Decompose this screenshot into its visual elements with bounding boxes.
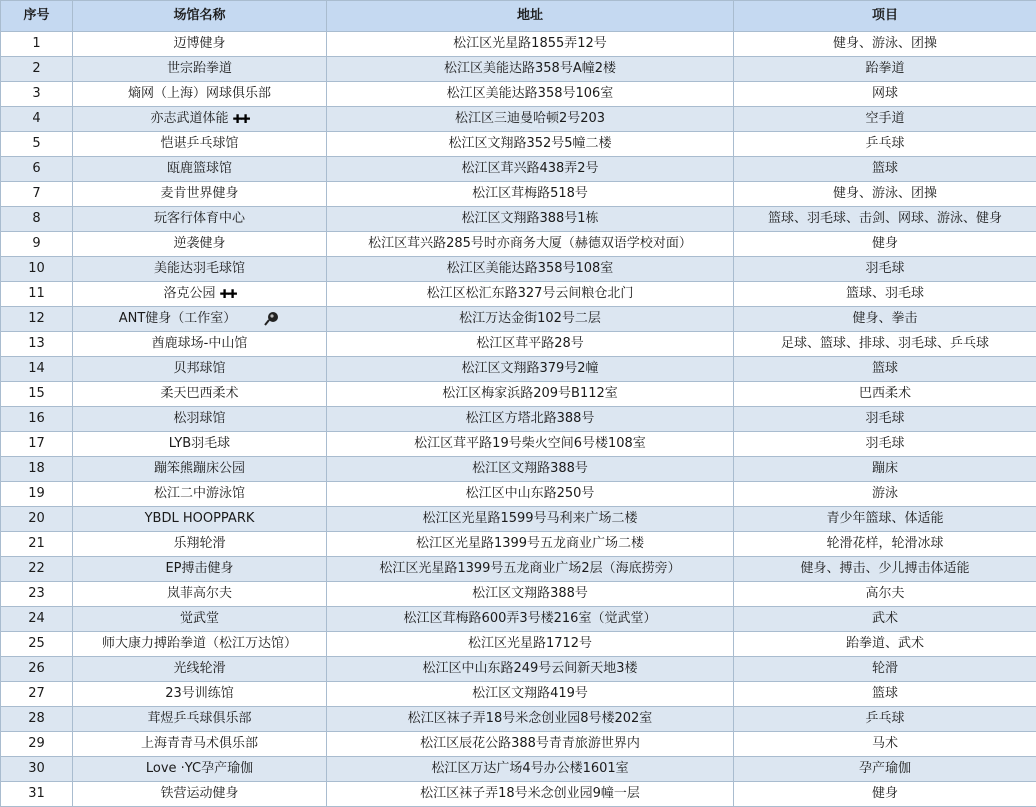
cell-name (73, 657, 327, 682)
venue-name: 乐翔轮滑 (173, 532, 225, 556)
venue-name: 光线轮滑 (173, 657, 225, 681)
cell-name (73, 432, 327, 457)
venue-name: 贝邦球馆 (173, 357, 225, 381)
cell-name (73, 82, 327, 107)
cell-name (73, 532, 327, 557)
cell-project: 巴西柔术 (734, 382, 1036, 407)
venue-name-wrap (165, 682, 234, 706)
venue-name-wrap (160, 132, 238, 156)
venue-name-wrap (173, 32, 225, 56)
venue-name: 柔天巴西柔术 (160, 382, 238, 406)
venue-name-wrap (173, 407, 225, 431)
cell-address: 松江区中山东路250号 (327, 482, 734, 507)
cell-address: 松江区文翔路352号5幢二楼 (327, 132, 734, 157)
cell-project: 乒乓球 (734, 707, 1036, 732)
cell-address: 松江区美能达路358号108室 (327, 257, 734, 282)
venue-name-wrap (160, 182, 238, 206)
cell-address: 松江区文翔路388号 (327, 582, 734, 607)
cell-address: 松江区三迪曼哈顿2号203 (327, 107, 734, 132)
venue-name: 师大康力搏跆拳道（松江万达馆） (102, 632, 297, 656)
venue-name-wrap (167, 582, 232, 606)
cell-name (73, 157, 327, 182)
cell-project: 篮球 (734, 682, 1036, 707)
cell-num: 27 (1, 682, 73, 707)
cell-num: 9 (1, 232, 73, 257)
venue-name: 23号训练馆 (165, 682, 234, 706)
cell-address: 松江区茸梅路600弄3号楼216室（觉武堂） (327, 607, 734, 632)
table-row (1, 382, 1036, 407)
venue-name-wrap (160, 782, 238, 806)
venue-name: 松江二中游泳馆 (154, 482, 245, 506)
cell-num: 26 (1, 657, 73, 682)
cell-address: 松江区茸平路28号 (327, 332, 734, 357)
cell-project: 轮滑花样，轮滑冰球 (734, 532, 1036, 557)
cell-name (73, 332, 327, 357)
venue-name: 亦志武道体能 (150, 107, 228, 131)
cell-name (73, 32, 327, 57)
table-row (1, 482, 1036, 507)
cell-name (73, 732, 327, 757)
cell-name (73, 307, 327, 332)
cell-address: 松江区方塔北路388号 (327, 407, 734, 432)
table-row (1, 407, 1036, 432)
cell-num: 2 (1, 57, 73, 82)
table-row (1, 532, 1036, 557)
cell-name (73, 57, 327, 82)
cell-name (73, 382, 327, 407)
cell-project: 蹦床 (734, 457, 1036, 482)
cell-project: 羽毛球 (734, 432, 1036, 457)
venue-name: 酋鹿球场-中山馆 (152, 332, 248, 356)
table-row (1, 282, 1036, 307)
venue-name-wrap (163, 282, 235, 306)
cell-num: 30 (1, 757, 73, 782)
venue-name-wrap (152, 332, 248, 356)
table-body (1, 32, 1036, 807)
table-row (1, 732, 1036, 757)
venue-name: 世宗跆拳道 (167, 57, 232, 81)
cell-address: 松江区中山东路249号云间新天地3楼 (327, 657, 734, 682)
venue-name-wrap (150, 107, 248, 131)
header-num: 序号 (1, 1, 73, 32)
cell-num: 17 (1, 432, 73, 457)
table-row (1, 332, 1036, 357)
venue-name: LYB羽毛球 (169, 432, 230, 456)
cell-address: 松江区美能达路358号106室 (327, 82, 734, 107)
cell-project: 篮球、羽毛球 (734, 282, 1036, 307)
cell-address: 松江区文翔路419号 (327, 682, 734, 707)
venue-name-wrap (173, 657, 225, 681)
cell-num: 21 (1, 532, 73, 557)
cell-num: 18 (1, 457, 73, 482)
cell-name (73, 232, 327, 257)
cell-project: 网球 (734, 82, 1036, 107)
cell-address: 松江区光星路1599号马利来广场二楼 (327, 507, 734, 532)
cell-num: 23 (1, 582, 73, 607)
venue-name: 觉武堂 (180, 607, 219, 631)
venue-name-wrap (154, 482, 245, 506)
cell-project: 篮球、羽毛球、击剑、网球、游泳、健身 (734, 207, 1036, 232)
cell-num: 4 (1, 107, 73, 132)
venue-name: EP搏击健身 (165, 557, 233, 581)
table-row (1, 182, 1036, 207)
cell-project: 跆拳道 (734, 57, 1036, 82)
cell-project: 健身、游泳、团操 (734, 32, 1036, 57)
cell-project: 空手道 (734, 107, 1036, 132)
venue-name: 松羽球馆 (173, 407, 225, 431)
cross-icon: ✚✚ (219, 288, 235, 300)
cell-project: 健身 (734, 232, 1036, 257)
cell-num: 13 (1, 332, 73, 357)
venue-name-wrap (154, 257, 245, 281)
cell-project: 健身、游泳、团操 (734, 182, 1036, 207)
cell-num: 5 (1, 132, 73, 157)
cell-num: 16 (1, 407, 73, 432)
table-row (1, 632, 1036, 657)
cell-name (73, 482, 327, 507)
cell-address: 松江区松汇东路327号云间粮仓北门 (327, 282, 734, 307)
table-row (1, 582, 1036, 607)
cell-address: 松江区袜子弄18号米念创业园9幢一层 (327, 782, 734, 807)
cell-name (73, 782, 327, 807)
cell-address: 松江区袜子弄18号米念创业园8号楼202室 (327, 707, 734, 732)
cell-name (73, 632, 327, 657)
cell-name (73, 682, 327, 707)
cell-num: 1 (1, 32, 73, 57)
venue-name-wrap (180, 607, 219, 631)
venue-name: YBDL HOOPPARK (145, 507, 255, 531)
venue-name: 瓯鹿篮球馆 (167, 157, 232, 181)
header-address: 地址 (327, 1, 734, 32)
pin-icon (262, 311, 280, 327)
venue-name-wrap (173, 232, 225, 256)
cell-address: 松江区光星路1399号五龙商业广场2层（海底捞旁） (327, 557, 734, 582)
cell-project: 篮球 (734, 157, 1036, 182)
cell-address: 松江区茸兴路438弄2号 (327, 157, 734, 182)
cell-project: 武术 (734, 607, 1036, 632)
table-row (1, 157, 1036, 182)
cell-name (73, 107, 327, 132)
venue-name-wrap (173, 532, 225, 556)
venue-name-wrap (160, 382, 238, 406)
venue-name: 逆袭健身 (173, 232, 225, 256)
table-row (1, 357, 1036, 382)
venue-name: 上海青青马术俱乐部 (141, 732, 258, 756)
venue-name: 洛克公园 (163, 282, 215, 306)
cell-project: 高尔夫 (734, 582, 1036, 607)
table-row (1, 507, 1036, 532)
table-row (1, 307, 1036, 332)
table-row (1, 257, 1036, 282)
cell-address: 松江区美能达路358号A幢2楼 (327, 57, 734, 82)
cell-project: 健身、搏击、少儿搏击体适能 (734, 557, 1036, 582)
cell-address: 松江区光星路1855弄12号 (327, 32, 734, 57)
venue-name: 蹦笨熊蹦床公园 (154, 457, 245, 481)
cell-name (73, 207, 327, 232)
venue-name: 迈博健身 (173, 32, 225, 56)
cell-address: 松江区茸兴路285号时亦商务大厦（赫德双语学校对面） (327, 232, 734, 257)
cell-num: 29 (1, 732, 73, 757)
venue-name-wrap (147, 707, 251, 731)
cell-project: 篮球 (734, 357, 1036, 382)
venue-name-wrap (119, 307, 281, 331)
cell-num: 31 (1, 782, 73, 807)
cell-num: 25 (1, 632, 73, 657)
cell-num: 14 (1, 357, 73, 382)
venue-name: 恺谌乒乓球馆 (160, 132, 238, 156)
cell-name (73, 282, 327, 307)
cell-num: 19 (1, 482, 73, 507)
table-row (1, 607, 1036, 632)
table-row (1, 707, 1036, 732)
table-row (1, 57, 1036, 82)
venue-name: Love ·YC孕产瑜伽 (146, 757, 253, 781)
cell-name (73, 757, 327, 782)
table-row (1, 207, 1036, 232)
cell-num: 10 (1, 257, 73, 282)
venue-name: 麦肯世界健身 (160, 182, 238, 206)
table-row (1, 82, 1036, 107)
cell-num: 8 (1, 207, 73, 232)
cell-num: 15 (1, 382, 73, 407)
cell-project: 孕产瑜伽 (734, 757, 1036, 782)
table-row (1, 457, 1036, 482)
venue-name-wrap (146, 757, 253, 781)
cell-project: 健身、拳击 (734, 307, 1036, 332)
cell-address: 松江区万达广场4号办公楼1601室 (327, 757, 734, 782)
header-name: 场馆名称 (73, 1, 327, 32)
cell-address: 松江区辰花公路388号青青旅游世界内 (327, 732, 734, 757)
header-project: 项目 (734, 1, 1036, 32)
cell-num: 6 (1, 157, 73, 182)
table-row (1, 432, 1036, 457)
table-row (1, 232, 1036, 257)
cell-address: 松江区文翔路379号2幢 (327, 357, 734, 382)
venue-name-wrap (145, 507, 255, 531)
table-row (1, 132, 1036, 157)
venue-name-wrap (169, 432, 230, 456)
cell-name (73, 182, 327, 207)
venue-name-wrap (154, 207, 245, 231)
table-row (1, 107, 1036, 132)
cell-num: 24 (1, 607, 73, 632)
table-row (1, 32, 1036, 57)
table-row (1, 757, 1036, 782)
cell-project: 游泳 (734, 482, 1036, 507)
cell-name (73, 257, 327, 282)
venue-name-wrap (154, 457, 245, 481)
venue-name-wrap (167, 157, 232, 181)
cell-project: 轮滑 (734, 657, 1036, 682)
cell-address: 松江区茸梅路518号 (327, 182, 734, 207)
cell-num: 3 (1, 82, 73, 107)
cell-project: 健身 (734, 782, 1036, 807)
cell-address: 松江区光星路1712号 (327, 632, 734, 657)
cell-num: 12 (1, 307, 73, 332)
cell-name (73, 582, 327, 607)
table-header (1, 1, 1036, 32)
venue-name-wrap (128, 82, 271, 106)
cell-project: 乒乓球 (734, 132, 1036, 157)
venue-name: 岚菲高尔夫 (167, 582, 232, 606)
cell-address: 松江区光星路1399号五龙商业广场二楼 (327, 532, 734, 557)
venue-name-wrap (102, 632, 297, 656)
cell-project: 青少年篮球、体适能 (734, 507, 1036, 532)
cell-num: 20 (1, 507, 73, 532)
cell-project: 跆拳道、武术 (734, 632, 1036, 657)
cell-address: 松江区茸平路19号柴火空间6号楼108室 (327, 432, 734, 457)
venue-name: ANT健身（工作室） (119, 307, 237, 331)
cell-name (73, 132, 327, 157)
venue-name-wrap (165, 557, 233, 581)
venue-name-wrap (167, 57, 232, 81)
cell-address: 松江区文翔路388号 (327, 457, 734, 482)
table-row (1, 557, 1036, 582)
cell-name (73, 557, 327, 582)
cell-name (73, 357, 327, 382)
cross-icon: ✚✚ (232, 113, 248, 125)
cell-project: 马术 (734, 732, 1036, 757)
venue-name-wrap (173, 357, 225, 381)
cell-num: 11 (1, 282, 73, 307)
table-row (1, 782, 1036, 807)
cell-name (73, 607, 327, 632)
cell-name (73, 707, 327, 732)
table-row (1, 682, 1036, 707)
venue-name: 茸煜乒乓球俱乐部 (147, 707, 251, 731)
venue-name: 铁营运动健身 (160, 782, 238, 806)
table-row (1, 657, 1036, 682)
cell-project: 羽毛球 (734, 407, 1036, 432)
cell-name (73, 407, 327, 432)
venue-name: 熵网（上海）网球俱乐部 (128, 82, 271, 106)
venue-name: 玩客行体育中心 (154, 207, 245, 231)
cell-num: 7 (1, 182, 73, 207)
cell-num: 22 (1, 557, 73, 582)
cell-project: 足球、篮球、排球、羽毛球、乒乓球 (734, 332, 1036, 357)
cell-address: 松江万达金街102号二层 (327, 307, 734, 332)
header-row (1, 1, 1036, 32)
cell-num: 28 (1, 707, 73, 732)
venue-name-wrap (141, 732, 258, 756)
cell-address: 松江区文翔路388号1栋 (327, 207, 734, 232)
cell-address: 松江区梅家浜路209号B112室 (327, 382, 734, 407)
cell-project: 羽毛球 (734, 257, 1036, 282)
cell-name (73, 507, 327, 532)
venue-name: 美能达羽毛球馆 (154, 257, 245, 281)
cell-name (73, 457, 327, 482)
